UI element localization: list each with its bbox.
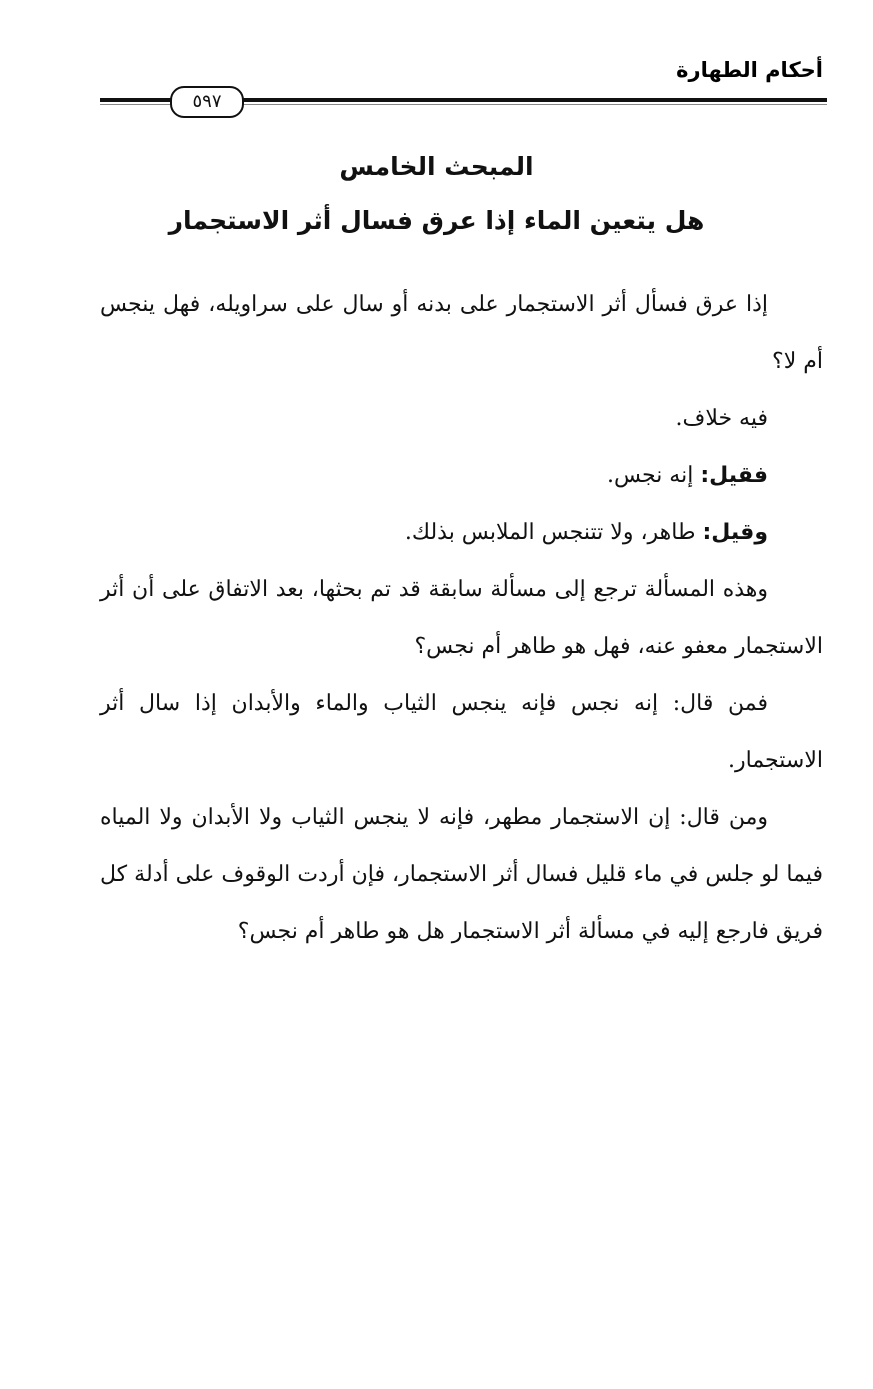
paragraph-3 bbox=[100, 447, 823, 504]
page-number: ٥٩٧ bbox=[170, 86, 244, 118]
paragraph-2: فيه خلاف. bbox=[675, 406, 768, 431]
paragraph-3-lead: فقيل: bbox=[700, 463, 768, 488]
paragraph-3-text: إنه نجس. bbox=[606, 463, 701, 488]
paragraph-4-lead: وقيل: bbox=[702, 520, 768, 545]
paragraph-5: وهذه المسألة ترجع إلى مسألة سابقة قد تم بحثها، بعد الاتفاق على أن أثر الاستجمار معفو عنه، فهل هو طاهر أم نجس؟ bbox=[100, 577, 823, 659]
section-question-heading: هل يتعين الماء إذا عرق فسال أثر الاستجمار bbox=[168, 206, 705, 235]
section-heading: المبحث الخامس bbox=[339, 152, 534, 181]
paragraph-4-text: طاهر، ولا تتنجس الملابس بذلك. bbox=[404, 520, 703, 545]
paragraph-4 bbox=[100, 504, 823, 561]
body-text bbox=[100, 276, 823, 960]
paragraph-7: ومن قال: إن الاستجمار مطهر، فإنه لا ينجس الثياب ولا الأبدان ولا المياه فيما لو جلس في ماء قليل فسال أثر الاستجمار، فإن أردت الوقوف على أدلة كل فريق فارجع إليه في مسألة أثر الاستجمار هل هو طاهر أم نجس؟ bbox=[100, 805, 823, 944]
running-header-title: أحكام الطهارة bbox=[676, 58, 823, 82]
paragraph-1: إذا عرق فسأل أثر الاستجمار على بدنه أو سال على سراويله، فهل ينجس أم لا؟ bbox=[100, 292, 823, 374]
paragraph-6: فمن قال: إنه نجس فإنه ينجس الثياب والماء والأبدان إذا سال أثر الاستجمار. bbox=[100, 691, 823, 773]
